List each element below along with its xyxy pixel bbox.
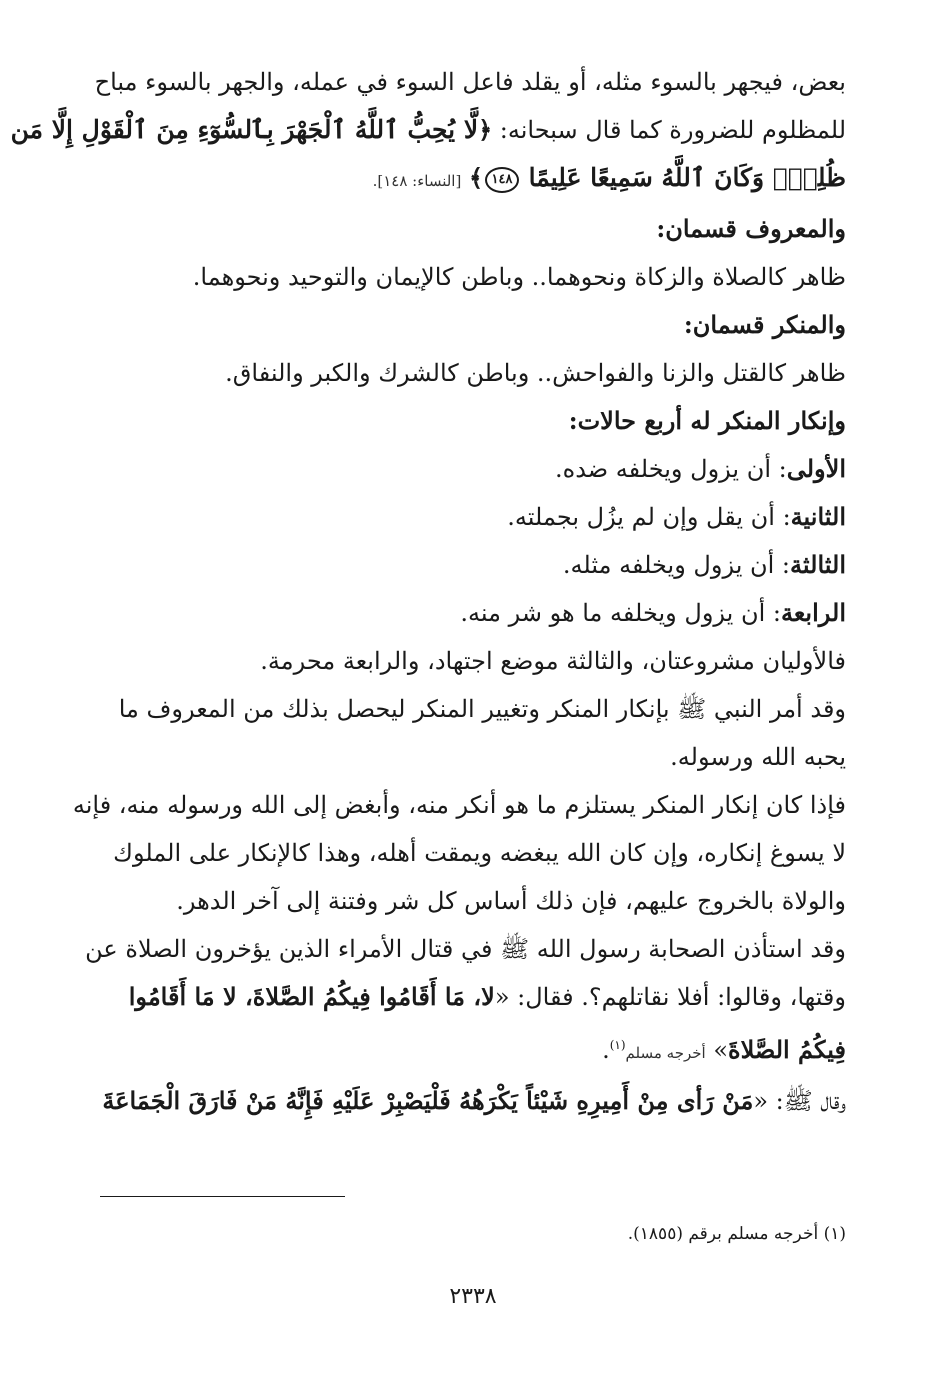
hadith-text: فِيكُمُ الصَّلاةَ [728, 1035, 846, 1064]
case-text: : أن يزول ويخلفه ضده. [554, 455, 787, 483]
case-item [80, 541, 846, 589]
text-line [80, 973, 846, 1021]
ornate-bracket-close: ﴾ [468, 163, 484, 192]
text-line: فإذا كان إنكار المنكر يستلزم ما هو أنكر منه، وأبغض إلى الله ورسوله منه، فإنه [72, 791, 846, 819]
text-line: ظاهر كالصلاة والزكاة ونحوهما.. وباطن كالإيمان والتوحيد ونحوهما. [192, 263, 846, 291]
page-body [10, 58, 846, 1125]
case-label: الثالثة [790, 550, 846, 579]
case-text: : أن يزول ويخلفه ما هو شر منه. [460, 599, 781, 627]
text-line [80, 1077, 846, 1125]
quran-verse: ظُلِمَۚ وَكَانَ ٱللَّهُ سَمِيعًا عَلِيمًا [528, 163, 846, 192]
text-line: والولاة بالخروج عليهم، فإن ذلك أساس كل شر وفتنة إلى آخر الدهر. [176, 887, 846, 915]
text-span: وقتها، وقالوا: أفلا نقاتلهم؟. فقال: « [494, 983, 846, 1011]
hadith-text: لا، مَا أَقَامُوا فِيكُمُ الصَّلاةَ، لا مَا أَقَامُوا [128, 982, 495, 1011]
text-line: وقد أمر النبي ﷺ بإنكار المنكر وتغيير المنكر ليحصل بذلك من المعروف ما [118, 695, 846, 723]
text-line: بعض، فيجهر بالسوء مثله، أو يقلد فاعل السوء في عمله، والجهر بالسوء مباح [94, 68, 846, 96]
case-text: : أن يقل وإن لم يزُل بجملته. [507, 503, 791, 531]
case-item [80, 445, 846, 493]
text-line: وقد استأذن الصحابة رسول الله ﷺ في قتال الأمراء الذين يؤخرون الصلاة عن [85, 935, 846, 963]
case-text: : أن يزول ويخلفه مثله. [562, 551, 791, 579]
text-line [80, 1021, 846, 1077]
quran-verse: لَّا يُحِبُّ ٱللَّهُ ٱلْجَهْرَ بِٱلسُّوٓءِ مِنَ ٱلْقَوْلِ إِلَّا مَن [10, 115, 479, 144]
section-heading: وإنكار المنكر له أربع حالات: [568, 406, 846, 435]
page-number: ٢٣٣٨ [449, 1284, 497, 1309]
case-item [80, 589, 846, 637]
case-label: الرابعة [780, 598, 846, 627]
text-span: . [602, 1036, 610, 1064]
text-span: » [705, 1036, 729, 1064]
footnote-divider [100, 1196, 345, 1197]
case-label: الثانية [790, 502, 846, 531]
text-span: للمظلوم للضرورة كما قال سبحانه: [492, 116, 846, 144]
verse-reference: [النساء: ١٤٨]. [372, 172, 462, 190]
hadith-reference: أخرجه مسلم [625, 1044, 706, 1062]
text-line: فالأوليان مشروعتان، والثالثة موضع اجتهاد، والرابعة محرمة. [260, 647, 846, 675]
text-line [80, 154, 846, 205]
ayah-number-badge: ١٤٨ [485, 167, 519, 193]
text-line: لا يسوغ إنكاره، وإن كان الله يبغضه ويمقت أهله، وهذا كالإنكار على الملوك [113, 839, 846, 867]
text-line: ظاهر كالقتل والزنا والفواحش.. وباطن كالشرك والكبر والنفاق. [225, 359, 846, 387]
hadith-text: مَنْ رَأى مِنْ أَمِيرِهِ شَيْئاً يَكْرَهُهُ فَلْيَصْبِرْ عَلَيْهِ فَإِنَّهُ مَنْ فَارَقَ الْجَمَاعَةَ [102, 1086, 754, 1115]
text-line [10, 106, 846, 154]
case-item [80, 493, 846, 541]
footnote: (١) أخرجه مسلم برقم (١٨٥٥). [627, 1224, 846, 1244]
ornate-bracket-open: ﴿ [478, 115, 493, 144]
section-heading: والمعروف قسمان: [656, 214, 846, 243]
case-label: الأولى [786, 454, 846, 483]
footnote-marker: (١) [609, 1038, 626, 1052]
text-line: يحبه الله ورسوله. [670, 743, 846, 771]
text-span: وقال ﷺ: « [753, 1087, 846, 1115]
section-heading: والمنكر قسمان: [683, 310, 846, 339]
